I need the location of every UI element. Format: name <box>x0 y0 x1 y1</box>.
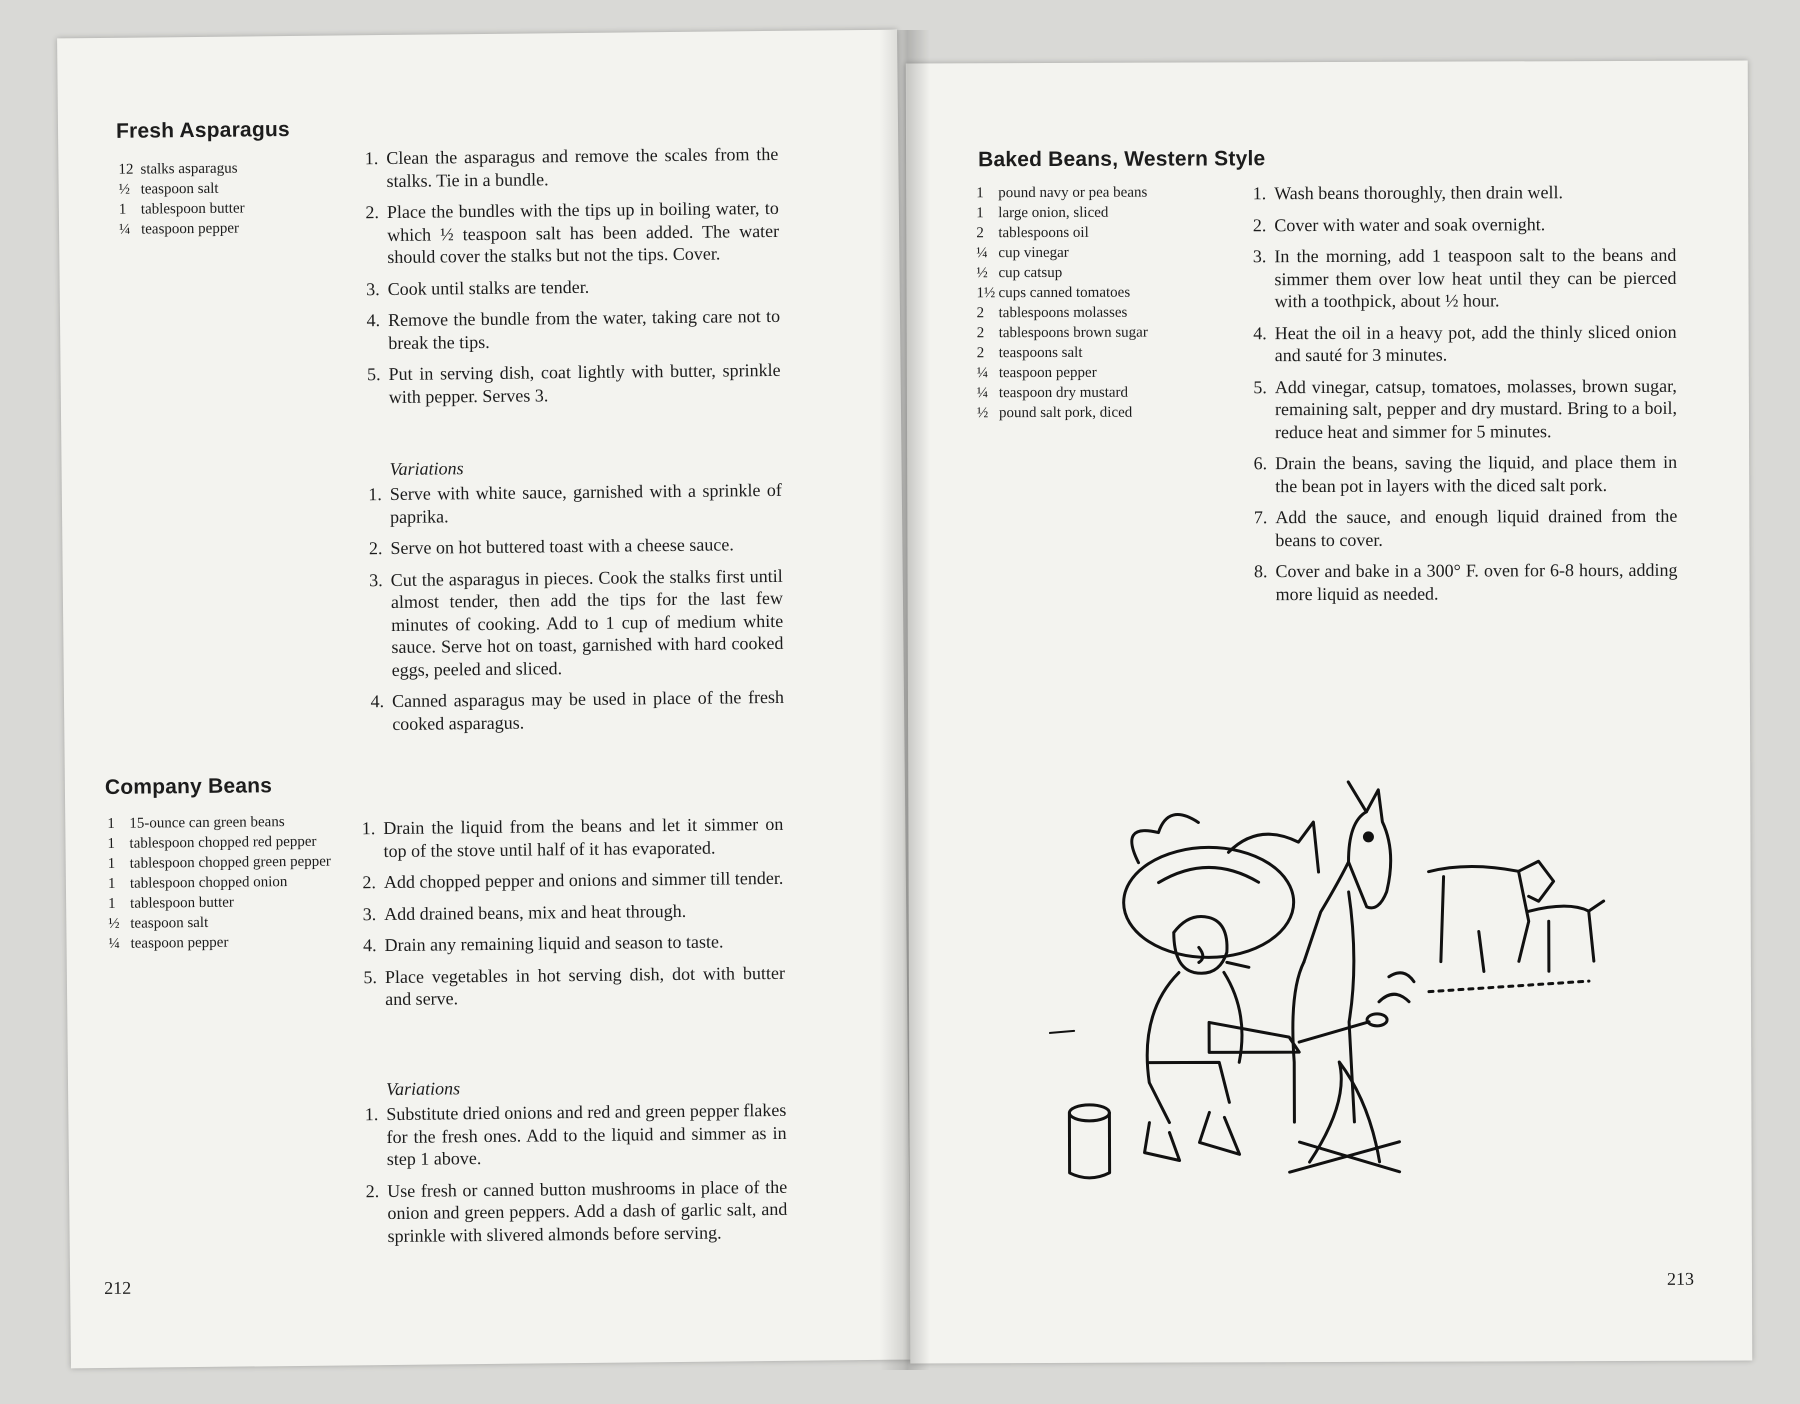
page-number: 212 <box>104 1277 132 1299</box>
ingredient: 1 tablespoon chopped green pepper <box>107 853 331 872</box>
variations-fresh-asparagus <box>352 479 785 744</box>
variation: 3. Cut the asparagus in pieces. Cook the stalks first until almost tender, then add the tips for the last few minutes of cooking. Add to 1 cup of medium white sauce. Serve hot on toast, garnished with hard cooked eggs, peeled and sliced. <box>369 565 784 680</box>
ingredient: ¼ teaspoon pepper <box>118 220 240 238</box>
steps-fresh-asparagus <box>348 143 781 417</box>
step: 1. Drain the liquid from the beans and let it simmer on top of the stove until half of it has evaporated. <box>361 813 784 861</box>
step: 6. Drain the beans, saving the liquid, and place them in the bean pot in layers with the diced salt pork. <box>1253 451 1678 496</box>
ingredient-list-fresh-asparagus <box>118 157 359 240</box>
right-page <box>906 61 1753 1364</box>
variations-company-beans <box>348 1099 788 1257</box>
recipe-title-fresh-asparagus: Fresh Asparagus <box>115 118 290 143</box>
step: 2. Add chopped pepper and onions and simmer till tender. <box>362 867 784 893</box>
variation: 4. Canned asparagus may be used in place of the fresh cooked asparagus. <box>370 686 785 734</box>
ingredient: 2 teaspoons salt <box>976 344 1083 362</box>
variations-heading: Variations <box>389 458 464 479</box>
cowboy-campfire-illustration <box>1048 761 1610 1203</box>
variation: 2. Use fresh or canned button mushrooms in place of the onion and green peppers. Add a dash of garlic salt, and sprinkle with slivered almonds before serving. <box>365 1176 788 1246</box>
step: 2. Place the bundles with the tips up in boiling water, to which ½ teaspoon salt has been added. The water should cover the stalks but not the tips. Cover. <box>365 197 780 267</box>
step: 3. Cook until stalks are tender. <box>366 276 590 299</box>
ingredient: 1 tablespoon chopped red pepper <box>107 833 317 852</box>
steps-company-beans <box>345 813 785 1020</box>
ingredient: ¼ teaspoon dry mustard <box>976 384 1129 402</box>
ingredient: ¼ teaspoon pepper <box>108 934 229 952</box>
ingredient: 1 pound navy or pea beans <box>976 184 1148 202</box>
step: 1. Wash beans thoroughly, then drain well. <box>1252 182 1564 204</box>
variation: 1. Substitute dried onions and red and green pepper flakes for the fresh ones. Add to the liquid and simmer as in step 1 above. <box>364 1099 787 1170</box>
step: 3. In the morning, add 1 teaspoon salt to the beans and simmer them over low heat until they can be pierced with a toothpick, about ½ hour. <box>1252 244 1677 312</box>
ingredient: ½ cup catsup <box>976 264 1063 282</box>
step: 3. Add drained beans, mix and heat through. <box>362 900 687 924</box>
ingredient: 1½ cups canned tomatoes <box>976 284 1131 302</box>
ingredient: ½ pound salt pork, diced <box>976 404 1133 422</box>
ingredient: ¼ teaspoon pepper <box>976 364 1097 382</box>
ingredient: ½ teaspoon salt <box>118 180 219 198</box>
step: 4. Remove the bundle from the water, taking care not to break the tips. <box>366 305 781 353</box>
ingredient: ½ teaspoon salt <box>108 914 209 932</box>
recipe-title-company-beans: Company Beans <box>104 774 273 799</box>
step: 8. Cover and bake in a 300° F. oven for 6-8 hours, adding more liquid as needed. <box>1253 559 1678 604</box>
step: 5. Put in serving dish, coat lightly with butter, sprinkle with pepper. Serves 3. <box>366 359 781 407</box>
step: 2. Cover with water and soak overnight. <box>1252 213 1546 235</box>
ingredient: 2 tablespoons oil <box>976 224 1089 242</box>
ingredient: 1 large onion, sliced <box>976 204 1109 222</box>
ingredient: 2 tablespoons molasses <box>976 304 1128 322</box>
ingredient-list-company-beans <box>107 811 353 954</box>
step: 4. Drain any remaining liquid and season to taste. <box>362 931 724 956</box>
ingredient: 1 tablespoon butter <box>118 200 245 218</box>
step: 5. Add vinegar, catsup, tomatoes, molasses, brown sugar, remaining salt, pepper and dry mustard. Bring to a boil, reduce heat and simmer for 5 minutes. <box>1253 375 1677 442</box>
recipe-title-baked-beans: Baked Beans, Western Style <box>978 147 1266 172</box>
page-number: 213 <box>1666 1268 1695 1289</box>
ingredient-list-baked-beans <box>976 182 1237 423</box>
variation: 2. Serve on hot buttered toast with a cheese sauce. <box>368 534 734 559</box>
left-page <box>57 30 911 1369</box>
ingredient: 1 tablespoon chopped onion <box>107 874 288 892</box>
variations-heading: Variations <box>385 1078 461 1100</box>
variation: 1. Serve with white sauce, garnished with a sprinkle of paprika. <box>368 479 782 527</box>
ingredient: 1 15-ounce can green beans <box>107 814 285 832</box>
step: 5. Place vegetables in hot serving dish, dot with butter and serve. <box>363 962 785 1010</box>
ingredient: ¼ cup vinegar <box>976 244 1069 262</box>
step: 4. Heat the oil in a heavy pot, add the thinly sliced onion and sauté for 3 minutes. <box>1253 321 1677 366</box>
step: 1. Clean the asparagus and remove the scales from the stalks. Tie in a bundle. <box>364 143 779 191</box>
step: 7. Add the sauce, and enough liquid drained from the beans to cover. <box>1253 505 1678 550</box>
ingredient: 1 tablespoon butter <box>108 894 234 912</box>
steps-baked-beans <box>1236 181 1678 615</box>
ingredient: 12 stalks asparagus <box>118 160 238 178</box>
ingredient: 2 tablespoons brown sugar <box>976 324 1148 342</box>
